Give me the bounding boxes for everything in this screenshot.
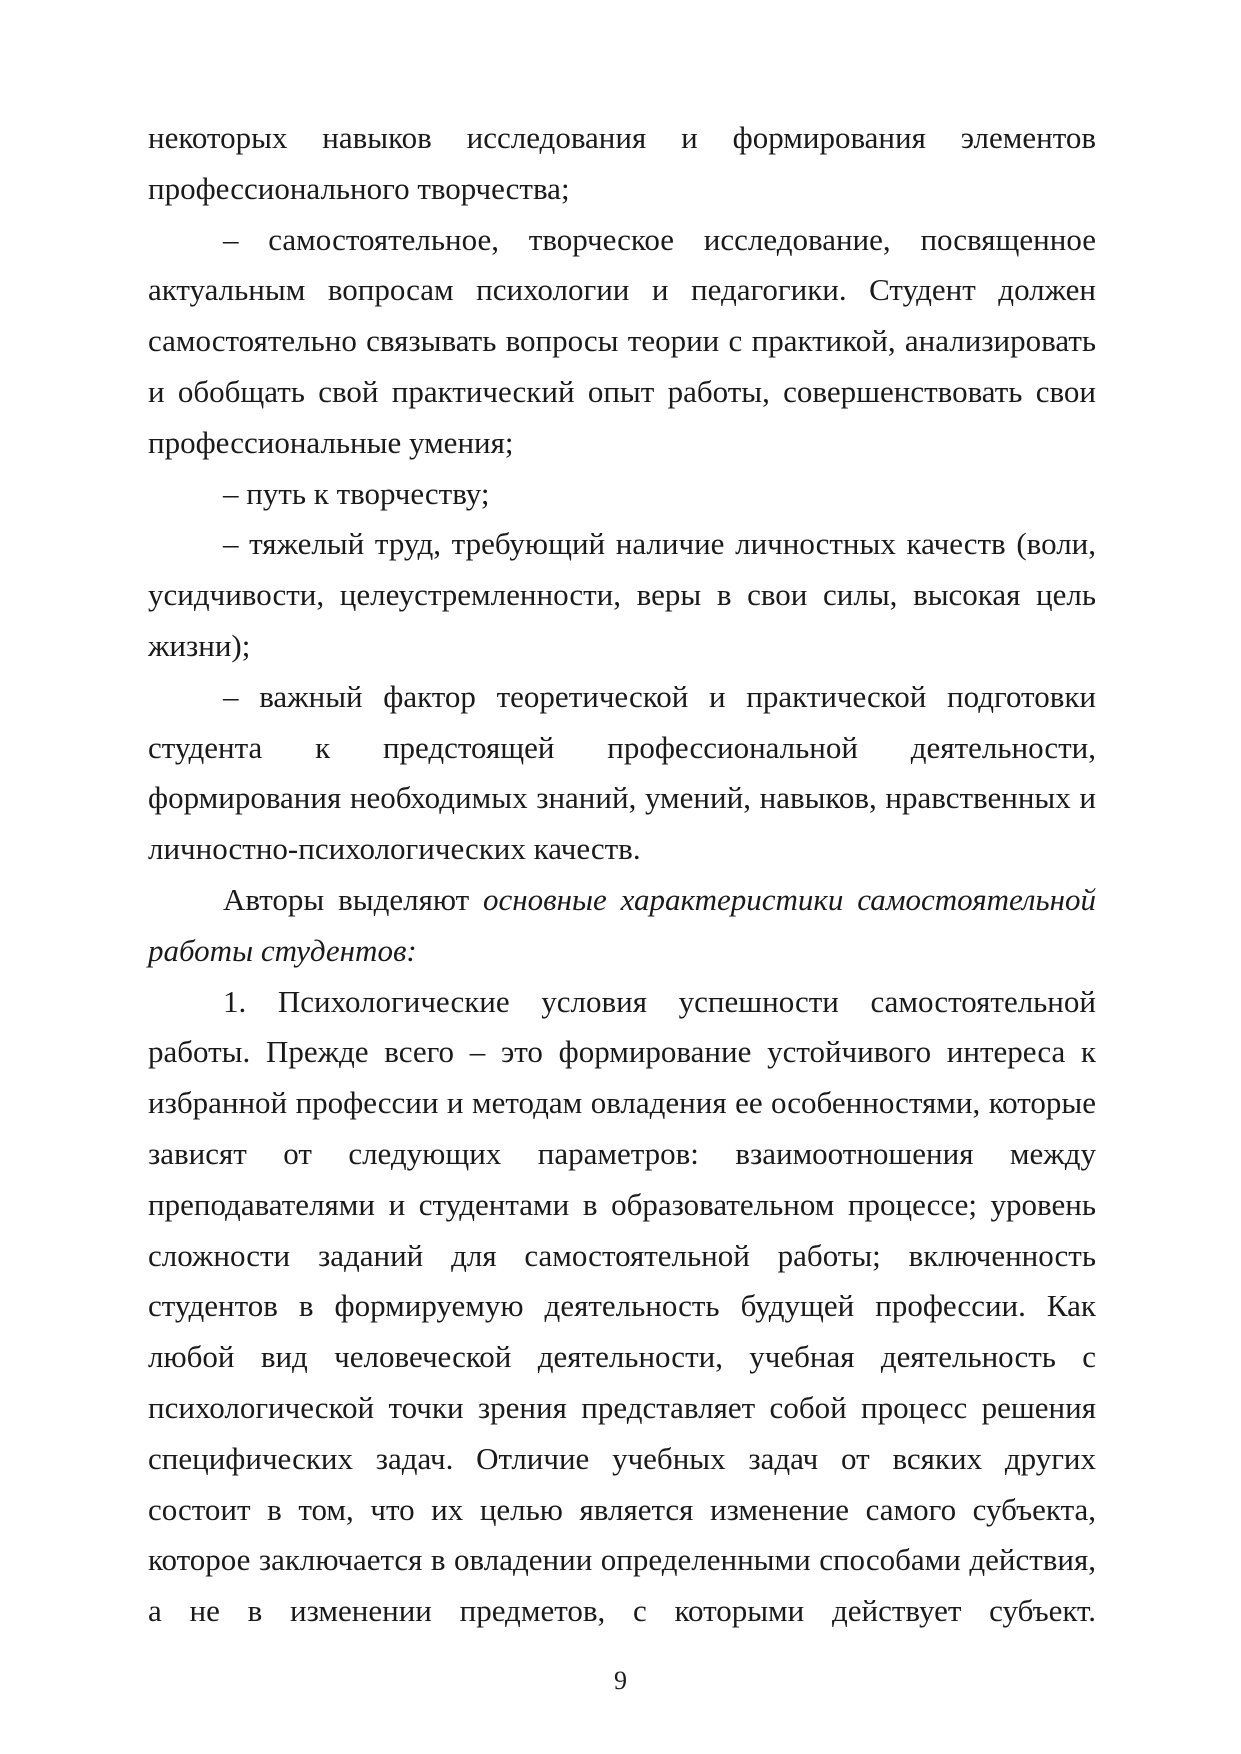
- list-item-hard-work: [148, 519, 1096, 671]
- paragraph-text: – путь к творчеству;: [223, 475, 490, 511]
- paragraph-text: 1. Психологические условия успешности самостоятельной работы. Прежде всего – это формирование устойчивого интереса к избранной профессии и методам овладения ее особенностями, которые зависят от следующих параметров: взаимоотношения между преподавателями и студентами в образовательном процессе; уровень сложности заданий для самостоятельной работы; включенность студентов в формируемую деятельность будущей профессии. Как любой вид человеческой деятельности, учебная деятельность с психологической точки зрения представляет собой процесс решения специфических задач. Отличие учебных задач от всяких других состоит в том, что их целью является изменение самого субъекта, которое заключается в овладении определенными способами действия, а не в изменении предметов, с которыми действует субъект.: [148, 983, 1096, 1629]
- paragraph-text: – тяжелый труд, требующий наличие личностных качеств (воли, усидчивости, целеустремленности, веры в свои силы, высокая цель жизни);: [148, 526, 1096, 663]
- list-item-important-factor: [148, 672, 1096, 875]
- numbered-item-psychological-conditions: [148, 977, 1096, 1637]
- paragraph-text: – важный фактор теоретической и практической подготовки студента к предстоящей профессиональной деятельности, формирования необходимых знаний, умений, навыков, нравственных и личностно-психологических качеств.: [148, 678, 1096, 867]
- body-text: [148, 113, 1096, 1637]
- list-item-path-to-creativity: [148, 469, 1096, 520]
- paragraph-text: – самостоятельное, творческое исследование, посвященное актуальным вопросам психологии и педагогики. Студент должен самостоятельно связывать вопросы теории с практикой, анализировать и обобщать свой практический опыт работы, совершенствовать свои профессиональные умения;: [148, 221, 1096, 460]
- italic-emphasis: основные характеристики самостоятельной работы студентов:: [148, 881, 1097, 968]
- paragraph-text: некоторых навыков исследования и формирования элементов профессионального творчества;: [148, 120, 1096, 206]
- page-number: 9: [614, 1666, 627, 1695]
- paragraph-text: Авторы выделяют: [223, 881, 484, 917]
- paragraph-authors-characteristics: [148, 875, 1096, 977]
- paragraph-continuation: [148, 113, 1096, 215]
- list-item-independent-research: [148, 215, 1096, 469]
